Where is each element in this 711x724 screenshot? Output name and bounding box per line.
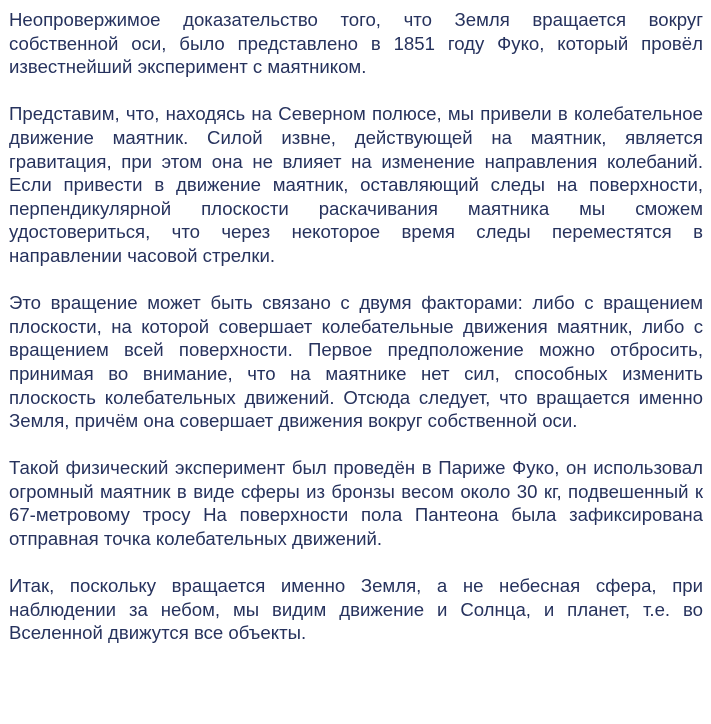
paragraph-proof: Неопровержимое доказательство того, что Земля вращается вокруг собственной оси, было представлено в 1851 году Фуко, который провёл известнейший эксперимент с маятником. <box>9 9 703 78</box>
paragraph-rotation-factors: Это вращение может быть связано с двумя факторами: либо с вращением плоскости, на которой совершает колебательные движения маятник, либо с вращением всей поверхности. Первое предположение можно отбросить, принимая во внимание, что на маятнике нет сил, способных изменить плоскость колебательных движений. Отсюда следует, что вращается именно Земля, причём она совершает движения вокруг собственной оси. <box>9 292 703 432</box>
paragraph-conclusion: Итак, поскольку вращается именно Земля, а не небесная сфера, при наблюдении за небом, мы видим движение и Солнца, и планет, т.е. во Вселенной движутся все объекты. <box>9 575 703 644</box>
paragraph-paris-experiment: Такой физический эксперимент был проведён в Париже Фуко, он использовал огромный маятник в виде сферы из бронзы весом около 30 кг, подвешенный к 67-метровому тросу На поверхности пола Пантеона была зафиксирована отправная точка колебательных движений. <box>9 457 703 550</box>
paragraph-north-pole: Представим, что, находясь на Северном полюсе, мы привели в колебательное движение маятник. Силой извне, действующей на маятник, является гравитация, при этом она не влияет на изменение направления колебаний. Если привести в движение маятник, оставляющий следы на поверхности, перпендикулярной плоскости раскачивания маятника мы сможем удостовериться, что через некоторое время следы переместятся в направлении часовой стрелки. <box>9 103 703 266</box>
